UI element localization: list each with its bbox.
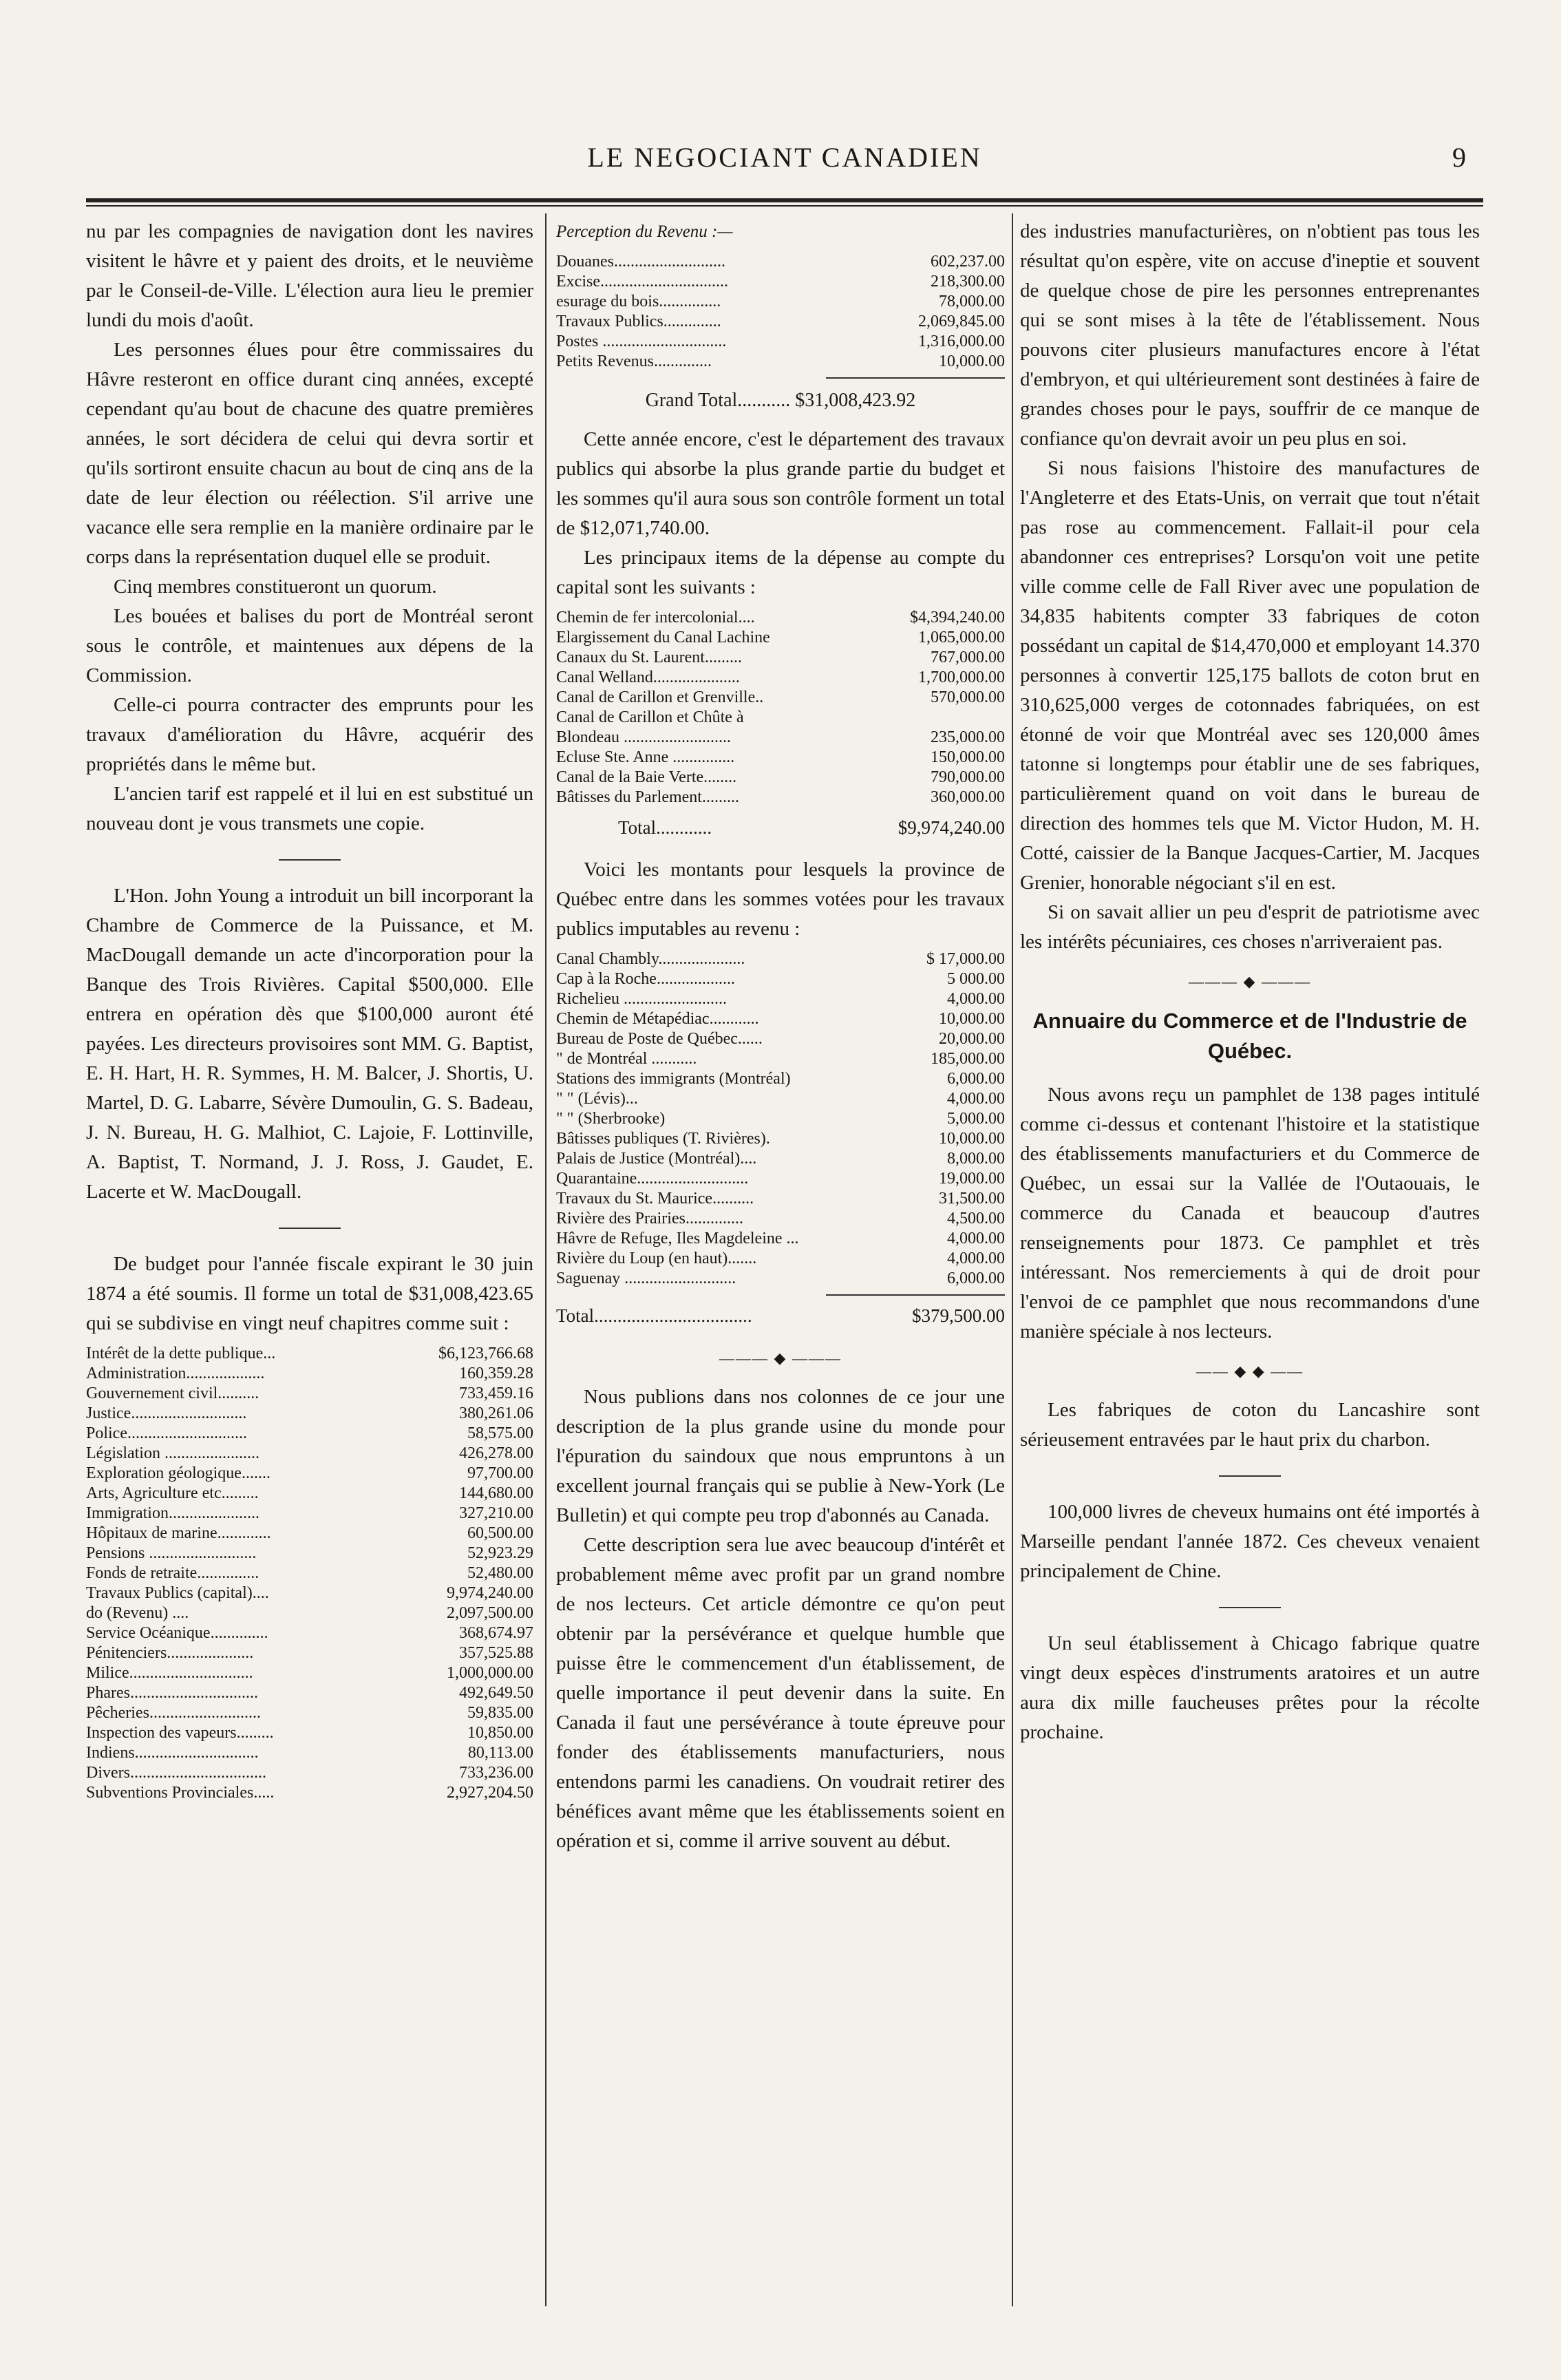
row-value <box>863 708 1005 728</box>
row-value: $6,123,766.68 <box>438 1345 533 1362</box>
table-row <box>556 1169 1005 1189</box>
row-label: Bâtisses publiques (T. Rivières). <box>556 1130 770 1148</box>
table-row <box>556 788 1005 808</box>
row-label: Milice.............................. <box>86 1664 253 1682</box>
row-label: Saguenay ........................... <box>556 1270 736 1287</box>
row-label: Chemin de Métapédiac............ <box>556 1010 759 1028</box>
row-label: Gouvernement civil.......... <box>86 1384 259 1402</box>
table-row <box>86 1384 533 1404</box>
row-value: 767,000.00 <box>931 649 1005 666</box>
separator <box>1219 1607 1281 1608</box>
column-1 <box>86 217 533 1809</box>
row-value: 2,927,204.50 <box>447 1784 533 1802</box>
row-label: Travaux du St. Maurice.......... <box>556 1190 754 1208</box>
row-label: Petits Revenus.............. <box>556 352 712 370</box>
table-row <box>86 1344 533 1364</box>
table-row <box>556 312 1005 332</box>
row-label: Rivière des Prairies.............. <box>556 1210 743 1228</box>
row-label: Rivière du Loup (en haut)....... <box>556 1250 757 1267</box>
column-divider <box>545 213 546 2306</box>
separator <box>279 859 341 861</box>
table-row <box>556 292 1005 312</box>
row-label: Divers................................. <box>86 1764 266 1782</box>
row-label: Hâvre de Refuge, Iles Magdeleine ... <box>556 1230 799 1247</box>
table-row <box>86 1544 533 1563</box>
total-rule <box>826 377 1005 379</box>
capital-total <box>556 813 1005 843</box>
row-value: 4,500.00 <box>947 1210 1005 1228</box>
table-row <box>86 1683 533 1703</box>
table-row <box>556 1109 1005 1129</box>
budget-table <box>86 1344 533 1803</box>
row-label: Exploration géologique....... <box>86 1464 270 1482</box>
paragraph: L'Hon. John Young a introduit un bill incorporant la Chambre de Commerce de la Puissance, et M. MacDougall demande un acte d'incorporation pour la Banque des Trois Rivières. Capital $500,000. Elle entrera en opération dès que $100,000 auront été payées. Les directeurs provisoires sont MM. G. Baptist, E. H. Hart, H. R. Symmes, H. M. Balcer, J. Shortis, U. Martel, D. G. Labarre, Sévère Dumoulin, G. S. Badeau, J. N. Bureau, H. G. Malhiot, C. Lajoie, F. Lottinville, A. Baptist, T. Normand, J. J. Ross, J. Gaudet, E. Lacerte et W. MacDougall. <box>86 885 533 1203</box>
row-value: 60,500.00 <box>467 1524 533 1542</box>
revenue-caption: Perception du Revenu :— <box>556 222 733 241</box>
row-value: 2,097,500.00 <box>447 1604 533 1622</box>
row-label: Indiens.............................. <box>86 1744 259 1762</box>
row-label: Police............................. <box>86 1424 247 1442</box>
row-label: Canal de Carillon et Grenville.. <box>556 688 764 706</box>
page-number: 9 <box>1452 142 1466 173</box>
row-value: 78,000.00 <box>939 293 1005 310</box>
row-label: Palais de Justice (Montréal).... <box>556 1150 757 1168</box>
table-row <box>556 1149 1005 1169</box>
row-label: Stations des immigrants (Montréal) <box>556 1070 791 1088</box>
row-value: 1,065,000.00 <box>918 629 1005 646</box>
row-label: Postes .............................. <box>556 333 727 350</box>
row-value: 6,000.00 <box>947 1070 1005 1088</box>
table-row <box>86 1424 533 1444</box>
row-value: 368,674.97 <box>459 1624 533 1642</box>
table-row <box>86 1524 533 1544</box>
column-divider <box>1012 213 1013 2306</box>
header-rule <box>86 198 1483 202</box>
table-row <box>86 1783 533 1803</box>
total-label: Total.................................. <box>556 1305 752 1326</box>
table-row <box>86 1404 533 1424</box>
table-row <box>556 1089 1005 1109</box>
row-value: 570,000.00 <box>931 688 1005 706</box>
paragraph: Nous publions dans nos colonnes de ce jour une description de la plus grande usine du monde pour l'épuration du saindoux que nous empruntons à un excellent journal français qui se publie à New-York (Le Bulletin) et qui compte peu trop d'abonnés au Canada. <box>556 1386 1005 1526</box>
header-rule-thin <box>86 205 1483 207</box>
table-row <box>556 1189 1005 1209</box>
row-label: Douanes........................... <box>556 253 725 271</box>
row-label: Justice............................ <box>86 1404 247 1422</box>
table-row <box>556 708 1005 728</box>
paragraph: des industries manufacturières, on n'obtient pas tous les résultat qu'on espère, vite on accuse d'ineptie et souvent de quelque chose de pire les personnes entreprenantes qui se sont mises à la tête de l'établissement. Nous pouvons citer plusieurs manufactures encore à l'état d'embryon, et qui ultérieurement sont destinées à faire de grandes choses pour le pays, souffrir de ce manque de confiance qu'on devrait avoir un peu plus en soi. <box>1020 220 1480 450</box>
paragraph: Cette année encore, c'est le département des travaux publics qui absorbe la plus grande partie du budget et les sommes qu'il aura sous son contrôle forment un total de $12,071,740.00. <box>556 428 1005 539</box>
separator <box>279 1228 341 1229</box>
row-label: Canal de la Baie Verte........ <box>556 768 737 786</box>
row-value: 4,000.00 <box>947 990 1005 1008</box>
column-2 <box>556 217 1005 1856</box>
row-value: 492,649.50 <box>459 1684 533 1702</box>
row-label: Inspection des vapeurs......... <box>86 1724 274 1742</box>
row-label: Excise............................... <box>556 273 728 291</box>
row-value: 218,300.00 <box>931 273 1005 291</box>
row-label: Intérêt de la dette publique... <box>86 1345 276 1362</box>
row-value: 380,261.06 <box>459 1404 533 1422</box>
row-value: 9,974,240.00 <box>447 1584 533 1602</box>
row-value: 58,575.00 <box>467 1424 533 1442</box>
row-label: " " (Sherbrooke) <box>556 1110 666 1128</box>
row-value: 327,210.00 <box>459 1504 533 1522</box>
row-label: Phares............................... <box>86 1684 258 1702</box>
row-label: Bâtisses du Parlement......... <box>556 788 739 806</box>
row-label: Hôpitaux de marine............. <box>86 1524 271 1542</box>
row-value: 160,359.28 <box>459 1365 533 1382</box>
row-label: Cap à la Roche................... <box>556 970 735 988</box>
row-label: Travaux Publics.............. <box>556 313 721 330</box>
row-label: Service Océanique.............. <box>86 1624 268 1642</box>
row-value: 5 000.00 <box>947 970 1005 988</box>
table-row <box>556 1249 1005 1269</box>
row-label: Canal de Carillon et Chûte à <box>556 708 744 726</box>
paragraph: 100,000 livres de cheveux humains ont été importés à Marseille pendant l'année 1872. Ces cheveux venaient principalement de Chine. <box>1020 1501 1480 1582</box>
row-label: Canal Welland..................... <box>556 668 740 686</box>
table-row <box>86 1444 533 1464</box>
table-row <box>556 969 1005 989</box>
paragraph: De budget pour l'année fiscale expirant le 30 juin 1874 a été soumis. Il forme un total de $31,008,423.65 qui se subdivise en vingt neuf chapitres comme suit : <box>86 1253 533 1334</box>
table-row <box>556 768 1005 788</box>
row-label: Pêcheries........................... <box>86 1704 261 1722</box>
row-value: 360,000.00 <box>931 788 1005 806</box>
table-row <box>556 949 1005 969</box>
table-row <box>556 728 1005 748</box>
row-value: 235,000.00 <box>931 728 1005 746</box>
table-row <box>86 1763 533 1783</box>
table-row <box>86 1484 533 1504</box>
separator <box>1219 1475 1281 1477</box>
paragraph: nu par les compagnies de navigation dont les navires visitent le hâvre et y paient des droits, et le neuvième par le Conseil-de-Ville. L'élection aura lieu le premier lundi du mois d'août. <box>86 220 533 331</box>
table-row <box>556 1029 1005 1049</box>
table-row <box>86 1603 533 1623</box>
row-label: Subventions Provinciales..... <box>86 1784 275 1802</box>
row-label: Bureau de Poste de Québec...... <box>556 1030 763 1048</box>
row-label: Canal Chambly..................... <box>556 950 745 968</box>
row-label: Immigration...................... <box>86 1504 259 1522</box>
row-value: 97,700.00 <box>467 1464 533 1482</box>
row-value: 144,680.00 <box>459 1484 533 1502</box>
table-row <box>556 252 1005 272</box>
table-row <box>556 989 1005 1009</box>
row-value: 20,000.00 <box>939 1030 1005 1048</box>
paragraph: Celle-ci pourra contracter des emprunts pour les travaux d'amélioration du Hâvre, acquérir des propriétés dans le même but. <box>86 694 533 775</box>
row-value: 602,237.00 <box>931 253 1005 271</box>
paragraph: Si on savait allier un peu d'esprit de patriotisme avec les intérêts pécuniaires, ces choses n'arriveraient pas. <box>1020 901 1480 953</box>
table-row <box>556 1129 1005 1149</box>
table-row <box>86 1583 533 1603</box>
capital-table <box>556 608 1005 808</box>
row-value: 4,000.00 <box>947 1090 1005 1108</box>
row-label: esurage du bois............... <box>556 293 721 310</box>
table-row <box>86 1703 533 1723</box>
quebec-table <box>556 949 1005 1289</box>
paragraph: Nous avons reçu un pamphlet de 138 pages intitulé comme ci-dessus et contenant l'histoire et la statistique des établissements manufacturiers et du Commerce de Québec, un essai sur la Vallée de l'Outaouais, le commerce du Canada et beaucoup d'autres renseignements pour 1873. Ce pamphlet et très intéressant. Nos remerciements à qui de droit pour l'envoi de ce pamphlet que nous recommandons d'une manière spéciale à nos lecteurs. <box>1020 1084 1480 1342</box>
ornament-divider: ——— ◆ ——— <box>719 1349 842 1367</box>
table-row <box>556 608 1005 628</box>
row-label: Quarantaine........................... <box>556 1170 749 1188</box>
table-row <box>556 332 1005 352</box>
row-value: 52,480.00 <box>467 1564 533 1582</box>
table-row <box>556 1049 1005 1069</box>
row-label: " " (Lévis)... <box>556 1090 638 1108</box>
row-value: $ 17,000.00 <box>926 950 1005 968</box>
row-value: 185,000.00 <box>931 1050 1005 1068</box>
row-label: Canaux du St. Laurent......... <box>556 649 742 666</box>
paragraph: Cette description sera lue avec beaucoup d'intérêt et probablement même avec profit par un grand nombre de nos lecteurs. Cet article démontre ce qu'on peut obtenir par la persévérance et quelque humble que puisse être le commencement d'un établissement, de quelle importance il peut devenir dans la suite. En Canada il faut une persévérance à toute épreuve pour fonder des établissements manufacturiers, nous entendons parmi les canadiens. On voudrait retirer des bénéfices avant même que les établissements soient en opération et si, comme il arrive souvent au début. <box>556 1534 1005 1852</box>
row-label: Administration................... <box>86 1365 265 1382</box>
paragraph: Les bouées et balises du port de Montréal seront sous le contrôle, et maintenues aux dépens de la Commission. <box>86 605 533 686</box>
row-value: 733,459.16 <box>459 1384 533 1402</box>
total-value: $379,500.00 <box>912 1305 1005 1326</box>
row-value: 733,236.00 <box>459 1764 533 1782</box>
row-value: 31,500.00 <box>939 1190 1005 1208</box>
row-value: 8,000.00 <box>947 1150 1005 1168</box>
paragraph: Les fabriques de coton du Lancashire sont sérieusement entravées par le haut prix du charbon. <box>1020 1399 1480 1451</box>
table-row <box>556 748 1005 768</box>
table-row <box>86 1464 533 1484</box>
paragraph: Cinq membres constitueront un quorum. <box>114 576 437 598</box>
row-label: Arts, Agriculture etc......... <box>86 1484 259 1502</box>
table-row <box>86 1643 533 1663</box>
row-value: 1,000,000.00 <box>447 1664 533 1682</box>
revenue-table <box>556 252 1005 372</box>
grand-total: Grand Total........... $31,008,423.92 <box>645 390 916 411</box>
row-value: 52,923.29 <box>467 1544 533 1562</box>
paragraph: Les principaux items de la dépense au compte du capital sont les suivants : <box>556 547 1005 598</box>
page-header <box>83 141 1487 182</box>
row-label: Travaux Publics (capital).... <box>86 1584 269 1602</box>
row-value: 4,000.00 <box>947 1230 1005 1247</box>
row-label: Elargissement du Canal Lachine <box>556 629 770 646</box>
row-value: $4,394,240.00 <box>910 609 1005 626</box>
table-row <box>556 688 1005 708</box>
table-row <box>556 1269 1005 1289</box>
row-value: 59,835.00 <box>467 1704 533 1722</box>
table-row <box>86 1504 533 1524</box>
row-value: 5,000.00 <box>947 1110 1005 1128</box>
table-row <box>86 1623 533 1643</box>
quebec-total <box>556 1301 1005 1331</box>
paragraph: Un seul établissement à Chicago fabrique quatre vingt deux espèces d'instruments aratoires et un autre aura dix mille faucheuses prêtes pour la récolte prochaine. <box>1020 1632 1480 1743</box>
row-value: 1,700,000.00 <box>918 668 1005 686</box>
row-value: 6,000.00 <box>947 1270 1005 1287</box>
paragraph: Les personnes élues pour être commissaires du Hâvre resteront en office durant cinq années, excepté cependant qu'au bout de chacune des quatre premières années, le sort décidera de celui qui devra sortir et qu'ils sortiront ensuite chacun au bout de cinq ans de la date de leur élection ou réélection. S'il arrive une vacance elle sera remplie en la manière ordinaire par le corps dans la représentation duquel elle se produit. <box>86 339 533 568</box>
section-heading: Annuaire du Commerce et de l'Industrie de Québec. <box>1032 1009 1467 1063</box>
paragraph: Voici les montants pour lesquels la province de Québec entre dans les sommes votées pour les travaux publics imputables au revenu : <box>556 859 1005 940</box>
row-value: 10,850.00 <box>467 1724 533 1742</box>
table-row <box>556 628 1005 648</box>
total-rule <box>826 1294 1005 1296</box>
table-row <box>86 1364 533 1384</box>
row-value: 80,113.00 <box>467 1744 533 1762</box>
column-3 <box>1020 217 1480 1747</box>
table-row <box>556 352 1005 372</box>
table-row <box>556 1069 1005 1089</box>
table-row <box>556 668 1005 688</box>
table-row <box>556 648 1005 668</box>
row-value: 10,000.00 <box>939 352 1005 370</box>
row-label: Législation ....................... <box>86 1444 259 1462</box>
table-row <box>556 1209 1005 1229</box>
total-label: Total............ <box>618 817 712 838</box>
row-value: 10,000.00 <box>939 1010 1005 1028</box>
row-label: do (Revenu) .... <box>86 1604 189 1622</box>
row-value: 426,278.00 <box>459 1444 533 1462</box>
row-label: Richelieu ......................... <box>556 990 727 1008</box>
row-value: 150,000.00 <box>931 748 1005 766</box>
row-label: " de Montréal ........... <box>556 1050 697 1068</box>
masthead-title: LE NEGOCIANT CANADIEN <box>587 142 982 173</box>
row-value: 4,000.00 <box>947 1250 1005 1267</box>
table-row <box>556 272 1005 292</box>
total-value: $9,974,240.00 <box>898 817 1005 838</box>
ornament-divider: ——— ◆ ——— <box>1189 973 1311 990</box>
row-label: Chemin de fer intercolonial.... <box>556 609 755 626</box>
ornament-divider: —— ◆ ◆ —— <box>1196 1362 1304 1380</box>
table-row <box>556 1229 1005 1249</box>
table-row <box>86 1743 533 1763</box>
row-value: 2,069,845.00 <box>918 313 1005 330</box>
row-value: 19,000.00 <box>939 1170 1005 1188</box>
row-value: 10,000.00 <box>939 1130 1005 1148</box>
table-row <box>86 1723 533 1743</box>
row-label: Blondeau .......................... <box>556 728 731 746</box>
table-row <box>86 1563 533 1583</box>
paragraph: L'ancien tarif est rappelé et il lui en est substitué un nouveau dont je vous transmets une copie. <box>86 783 533 834</box>
row-label: Fonds de retraite............... <box>86 1564 259 1582</box>
row-value: 357,525.88 <box>459 1644 533 1662</box>
row-label: Pensions .......................... <box>86 1544 257 1562</box>
table-row <box>86 1663 533 1683</box>
row-label: Ecluse Ste. Anne ............... <box>556 748 735 766</box>
row-value: 1,316,000.00 <box>918 333 1005 350</box>
row-label: Pénitenciers..................... <box>86 1644 254 1662</box>
row-value: 790,000.00 <box>931 768 1005 786</box>
paragraph: Si nous faisions l'histoire des manufactures de l'Angleterre et des Etats-Unis, on verrait que tout n'était pas rose au commencement. Fallait-il pour cela abandonner ces entreprises? Lorsqu'on voit une petite ville comme celle de Fall River avec une population de 34,835 habitents compter 33 fabriques de coton possédant un capital de $14,470,000 et employant 14.370 personnes à convertir 125,175 ballots de coton brut en 310,625,000 verges de cotonnades fabriquées, on est étonné de voir que Montréal avec ses 120,000 âmes tatonne si longtemps pour établir une de ses fabriques, particulièrement quand on voit dans le bureau de direction des hommes tels que M. Victor Hudon, M. H. Cotté, caissier de la Banque Jacques-Cartier, M. Jacques Grenier, honorable négociant s'il en est. <box>1020 457 1480 894</box>
table-row <box>556 1009 1005 1029</box>
